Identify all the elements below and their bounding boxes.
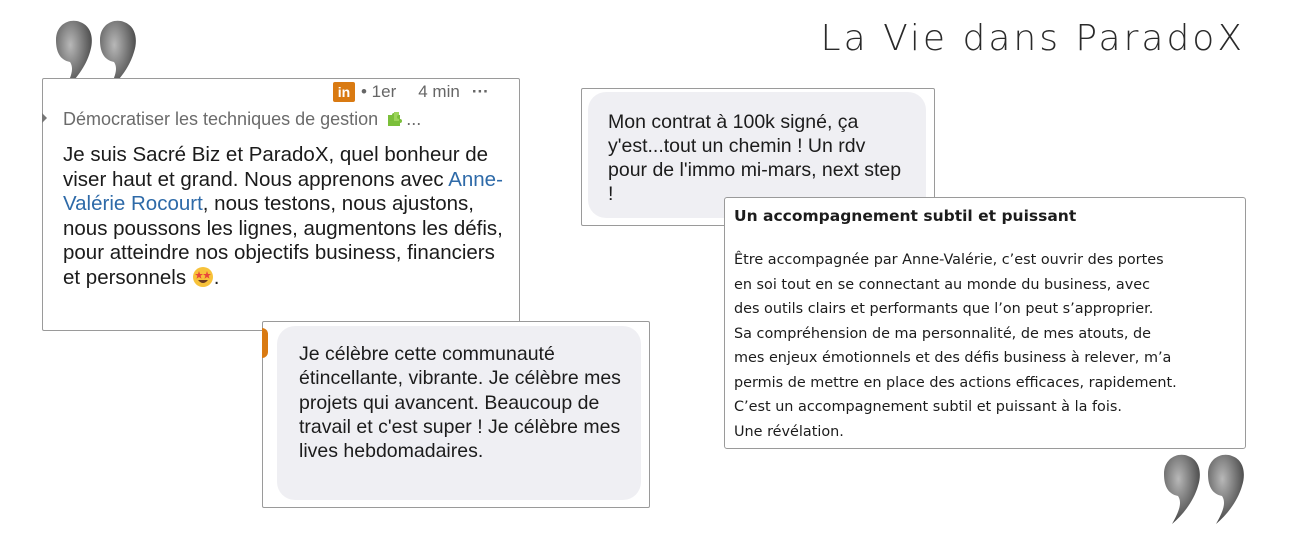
message-text: Je célèbre cette communauté étincellante, vibrante. Je célèbre mes projets qui avancent. Beaucoup de travail et c'est super ! Je célèbre mes lives hebdomadaires. [299,343,621,463]
testimonial-title: Un accompagnement subtil et puissant [734,207,1077,225]
puzzle-piece-icon [386,109,406,127]
testimonial-line: mes enjeux émotionnels et des défis business à relever, m’a [734,350,1172,366]
post-meta [333,82,489,102]
linkedin-post-card [42,78,520,331]
author-headline [63,109,421,130]
star-struck-emoji-icon [192,266,214,288]
message-text: Mon contrat à 100k signé, ça y'est...tout un chemin ! Un rdv pour de l'immo mi-mars, next step ! [608,111,902,205]
linkedin-badge-icon: in [333,82,355,102]
post-end-period: . [213,265,220,289]
testimonial-line: Être accompagnée par Anne-Valérie, c’est ouvrir des portes [734,252,1164,268]
testimonial-body [734,248,1242,444]
quote-mark-icon [1158,448,1250,526]
page-title: La Vie dans ParadoX [820,18,1245,59]
message-card-2 [262,321,650,508]
more-options-icon[interactable]: ··· [471,82,489,101]
post-text-start: Je suis Sacré Biz et ParadoX, quel bonheur de viser haut et grand. Nous apprenons avec [63,143,489,191]
mention-link[interactable]: Anne-Valérie Rocourt [63,167,503,215]
post-body [63,143,508,290]
testimonial-line: Une révélation. [734,423,844,440]
testimonial-line: des outils clairs et performants que l’on peut s’approprier. [734,301,1154,317]
headline-text: Démocratiser les techniques de gestion [63,109,379,129]
testimonial-card [724,197,1246,449]
headline-ellipsis: ... [406,109,422,129]
avatar-edge [262,328,268,358]
card-edge-marker [42,113,47,123]
testimonial-line: en soi tout en se connectant au monde du business, avec [734,276,1151,293]
post-time: 4 min [418,82,460,101]
post-text-end: , nous testons, nous ajustons, nous poussons les lignes, augmentons les défis, pour atteindre nos objectifs business, financiers et personnels [63,192,503,289]
connection-degree: • 1er [361,82,397,101]
testimonial-line: permis de mettre en place des actions efficaces, rapidement. [734,374,1177,391]
message-bubble [277,326,641,500]
testimonial-line: Sa compréhension de ma personnalité, de mes atouts, de [734,325,1151,342]
testimonial-line: C’est un accompagnement subtil et puissant à la fois. [734,399,1122,415]
